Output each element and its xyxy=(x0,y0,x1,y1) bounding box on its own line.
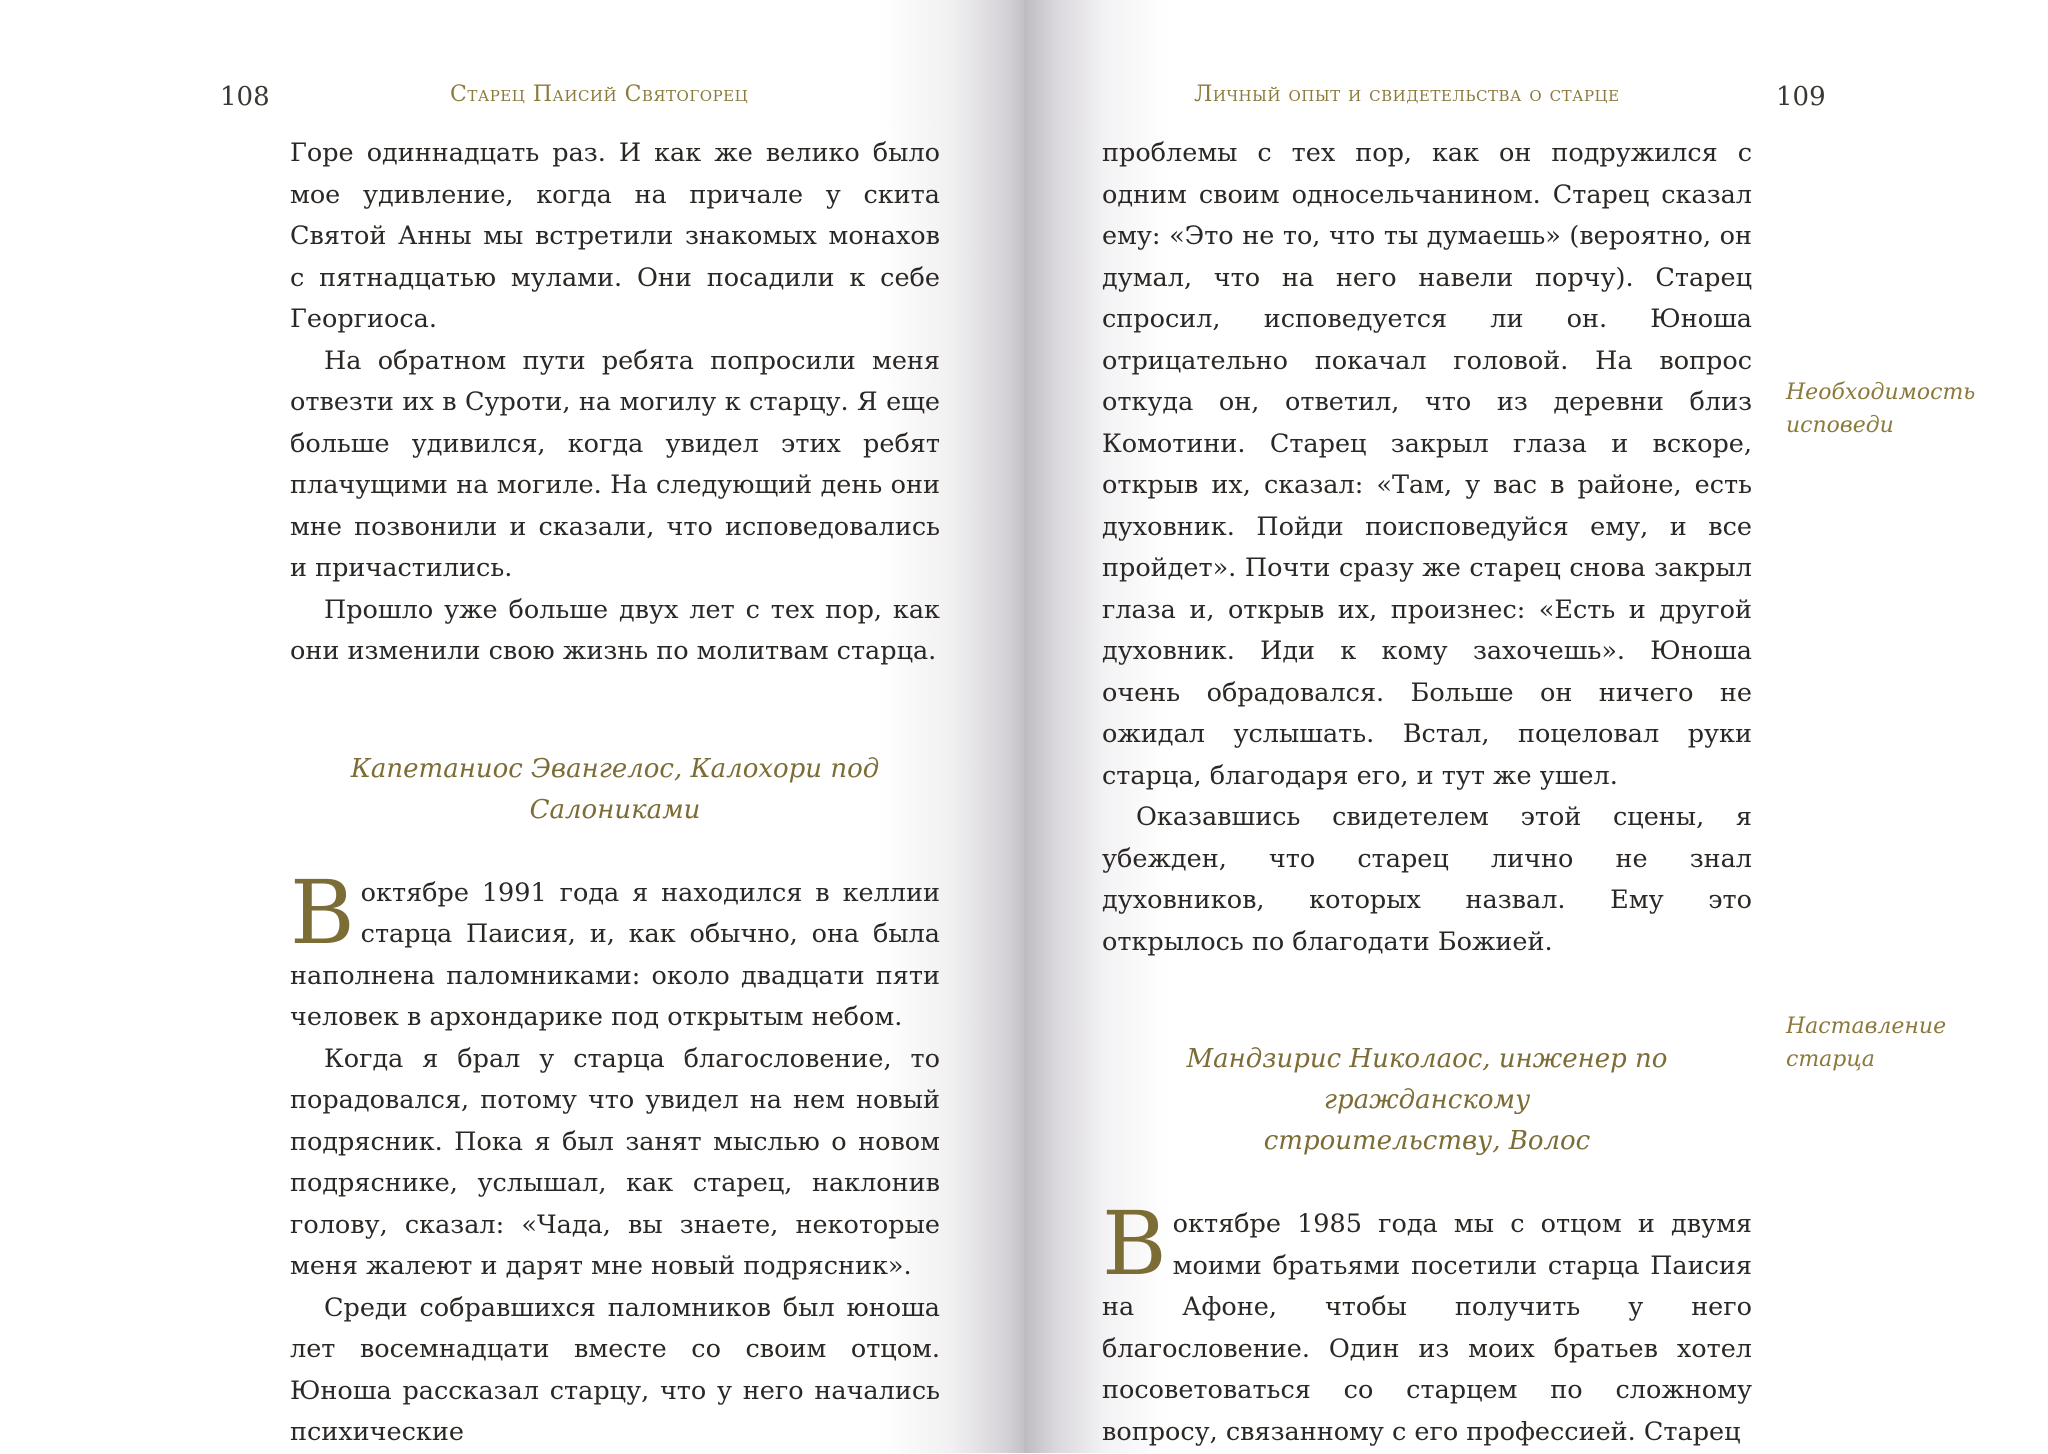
paragraph: проблемы с тех пор, как он подружился с одним своим односельчанином. Старец сказал ему: «Это не то, что ты думаешь» (вероятно, он думал, что на него навели порчу). Старец спросил, исповедуется ли он. Юноша отрицательно покачал головой. На вопрос откуда он, ответил, что из деревни близ Комотини. Старец закрыл глаза и вскоре, открыв их, сказал: «Там, у вас в районе, есть духовник. Пойди поисповедуйся ему, и все пройдет». Почти сразу же старец снова закрыл глаза и, открыв их, произнес: «Есть и другой духовник. Иди к кому захочешь». Юноша очень обрадовался. Больше он ничего не ожидал услышать. Встал, поцеловал руки старца, благодаря его, и тут же ушел. xyxy=(1102,138,1752,791)
page-number: 108 xyxy=(220,82,270,112)
margin-note-line: исповеди xyxy=(1786,413,1894,438)
section-title-line: строительству, Волос xyxy=(1263,1126,1591,1156)
paragraph: Оказавшись свидетелем этой сцены, я убежден, что старец лично не знал духовников, которых назвал. Ему это открылось по благодати Божией. xyxy=(1102,802,1752,957)
section-title xyxy=(1102,1039,1752,1162)
margin-note xyxy=(1786,1010,1946,1076)
paragraph-with-dropcap xyxy=(1102,1192,1752,1453)
running-head: Личный опыт и свидетельства о старце xyxy=(1194,82,1620,107)
running-head: Старец Паисий Святогорец xyxy=(450,82,749,107)
margin-note-line: старца xyxy=(1786,1047,1875,1072)
paragraph-text: октябре 1985 года мы с отцом и двумя моими братьями посетили старца Паисия на Афоне, чтобы получить у него благословение. Один из моих братьев хотел посоветоваться со старцем по сложному вопросу, связанному с его профессией. Старец xyxy=(1102,1209,1752,1447)
paragraph-text: октябре 1991 года я находился в келлии старца Паисия, и, как обычно, она была наполнена паломниками: около двадцати пяти человек в архондарике под открытым небом. xyxy=(290,877,940,1032)
drop-cap: В xyxy=(1102,1192,1167,1295)
paragraph: Среди собравшихся паломников был юноша лет восемнадцати вместе со своим отцом. Юноша рассказал старцу, что у него начались психические xyxy=(290,1292,940,1447)
paragraph: Горе одиннадцать раз. И как же велико было мое удивление, когда на причале у скита Святой Анны мы встретили знакомых монахов с пятнадцатью мулами. Они посадили к себе Георгиоса. xyxy=(290,138,940,334)
right-page xyxy=(1024,0,2048,1453)
left-text-block xyxy=(290,133,940,1454)
paragraph: Прошло уже больше двух лет с тех пор, как они изменили свою жизнь по молитвам старца. xyxy=(290,594,940,666)
section-title: Капетаниос Эвангелос, Калохори под Салониками xyxy=(350,753,880,825)
paragraph: На обратном пути ребята попросили меня отвезти их в Сурoти, на могилу к старцу. Я еще больше удивился, когда увидел этих ребят плачущими на могиле. На следующий день они мне позвонили и сказали, что исповедовались и причастились. xyxy=(290,345,940,583)
paragraph: Когда я брал у старца благословение, то порадовался, потому что увидел на нем новый подрясник. Пока я был занят мыслью о новом подряснике, услышал, как старец, наклонив голову, сказал: «Чада, вы знаете, некоторые меня жалеют и дарят мне новый подрясник». xyxy=(290,1043,940,1281)
drop-cap: В xyxy=(290,860,355,964)
section-title-line: Мандзирис Николаос, инженер по гражданскому xyxy=(1186,1044,1668,1115)
margin-note xyxy=(1786,376,1975,442)
left-page xyxy=(0,0,1024,1453)
right-text-block xyxy=(1102,133,1752,1453)
margin-note-line: Наставление xyxy=(1786,1014,1947,1039)
paragraph-with-dropcap xyxy=(290,860,940,1039)
page-number: 109 xyxy=(1776,82,1826,112)
margin-note-line: Необходимость xyxy=(1786,380,1976,405)
